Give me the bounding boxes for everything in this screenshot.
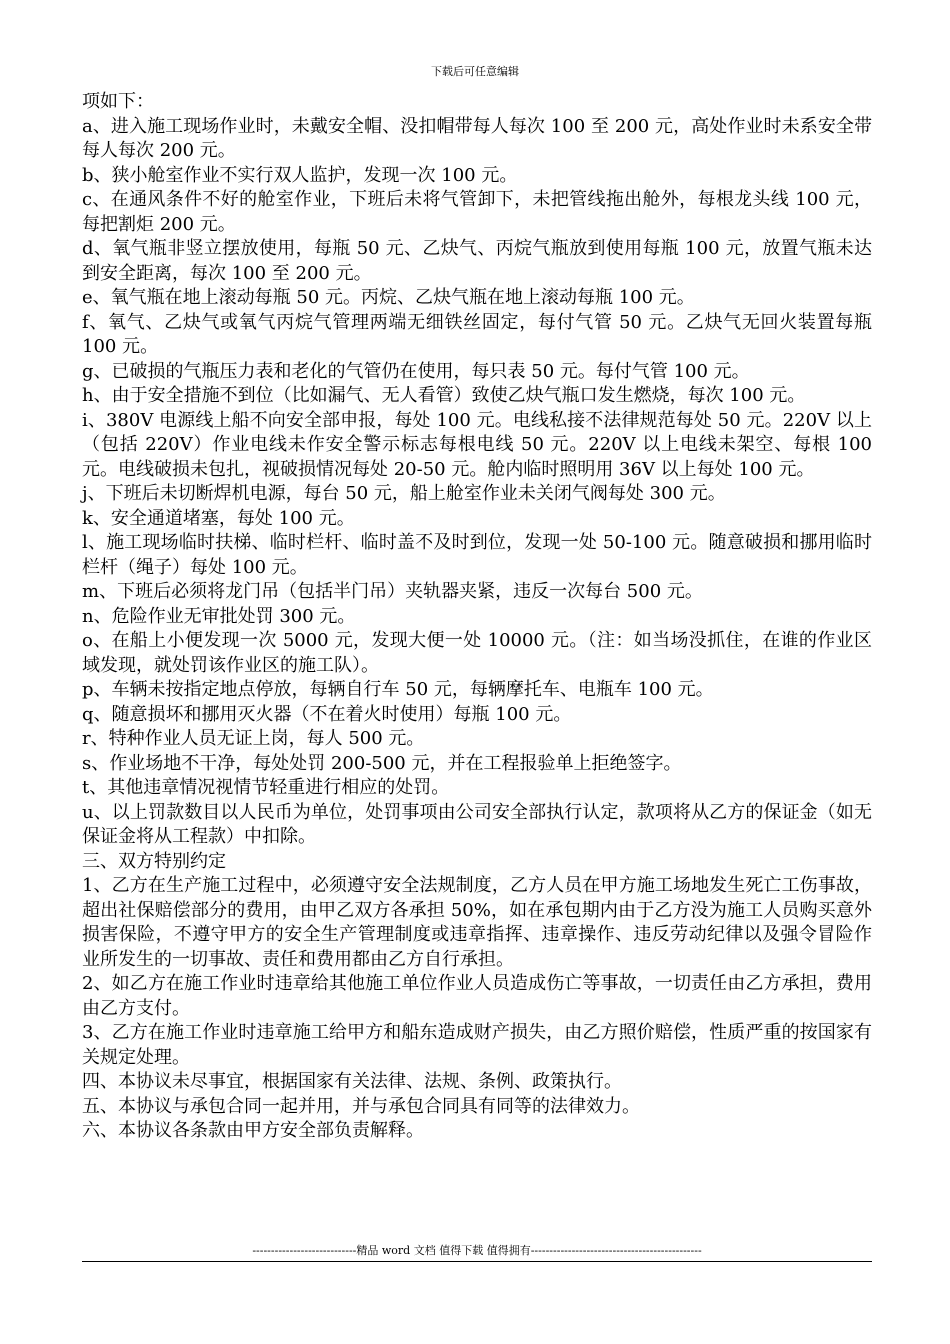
- paragraph: 六、本协议各条款由甲方安全部负责解释。: [82, 1120, 424, 1141]
- paragraph: l、施工现场临时扶梯、临时栏杆、临时盖不及时到位，发现一处 50-100 元。随意破损和挪用临时栏杆（绳子）每处 100 元。: [82, 532, 872, 578]
- paragraph: o、在船上小便发现一次 5000 元，发现大便一处 10000 元。（注：如当场没抓住，在谁的作业区域发现，就处罚该作业区的施工队）。: [82, 630, 872, 676]
- paragraph: 三、双方特别约定: [82, 850, 226, 872]
- paragraph: i、380V 电源线上船不向安全部申报，每处 100 元。电线私接不法律规范每处 50 元。220V 以上（包括 220V）作业电线未作安全警示标志每根电线 50 元。220V 以上电线未架空、每根 100 元。电线破损未包扎，视破损情况每处 20-50 元。舱内临时照明用 36V 以上每处 100 元。: [82, 409, 872, 480]
- paragraph: q、随意损坏和挪用灭火器（不在着火时使用）每瓶 100 元。: [82, 703, 572, 725]
- paragraph: h、由于安全措施不到位（比如漏气、无人看管）致使乙炔气瓶口发生燃烧，每次 100 元。: [82, 385, 806, 406]
- footer-divider: [82, 1261, 872, 1262]
- paragraph: p、车辆未按指定地点停放，每辆自行车 50 元，每辆摩托车、电瓶车 100 元。: [82, 679, 714, 700]
- paragraph: j、下班后未切断焊机电源，每台 50 元，船上舱室作业未关闭气阀每处 300 元。: [82, 483, 726, 504]
- paragraph: 五、本协议与承包合同一起并用，并与承包合同具有同等的法律效力。: [82, 1095, 640, 1117]
- paragraph: t、其他违章情况视情节轻重进行相应的处罚。: [82, 777, 450, 798]
- paragraph: 3、乙方在施工作业时违章施工给甲方和船东造成财产损失，由乙方照价赔偿，性质严重的按国家有关规定处理。: [82, 1022, 872, 1068]
- paragraph: n、危险作业无审批处罚 300 元。: [82, 605, 356, 627]
- paragraph: s、作业场地不干净，每处处罚 200-500 元，并在工程报验单上拒绝签字。: [82, 752, 682, 774]
- paragraph: m、下班后必须将龙门吊（包括半门吊）夹轨器夹紧，违反一次每台 500 元。: [82, 581, 703, 602]
- paragraph: g、已破损的气瓶压力表和老化的气管仍在使用，每只表 50 元。每付气管 100 元。: [82, 360, 750, 382]
- paragraph: k、安全通道堵塞，每处 100 元。: [82, 507, 355, 529]
- paragraph: 1、乙方在生产施工过程中，必须遵守安全法规制度，乙方人员在甲方施工场地发生死亡工伤事故，超出社保赔偿部分的费用，由甲乙双方各承担 50%，如在承包期内由于乙方没为施工人员购买意外损害保险，不遵守甲方的安全生产管理制度或违章指挥、违章操作、违反劳动纪律以及强令冒险作业所发生的一切事故、责任和费用都由乙方自行承担。: [82, 875, 872, 970]
- document-body: [82, 90, 872, 1144]
- paragraph: 项如下：: [82, 91, 154, 112]
- paragraph: a、进入施工现场作业时，未戴安全帽、没扣帽带每人每次 100 至 200 元，高处作业时未系安全带每人每次 200 元。: [82, 115, 872, 161]
- paragraph: d、氧气瓶非竖立摆放使用，每瓶 50 元、乙炔气、丙烷气瓶放到使用每瓶 100 元，放置气瓶未达到安全距离，每次 100 至 200 元。: [82, 238, 872, 284]
- page-header: 下载后可任意编辑: [431, 65, 519, 78]
- paragraph: e、氧气瓶在地上滚动每瓶 50 元。丙烷、乙炔气瓶在地上滚动每瓶 100 元。: [82, 287, 695, 308]
- paragraph: c、在通风条件不好的舱室作业，下班后未将气管卸下，未把管线拖出舱外，每根龙头线 100 元，每把割炬 200 元。: [82, 189, 872, 235]
- page-footer: ----------------------------精品 word 文档 值得下载 值得拥有----------------------------------------------: [252, 1244, 702, 1257]
- paragraph: 2、如乙方在施工作业时违章给其他施工单位作业人员造成伤亡等事故，一切责任由乙方承担，费用由乙方支付。: [82, 973, 872, 1019]
- paragraph: b、狭小舱室作业不实行双人监护，发现一次 100 元。: [82, 164, 518, 186]
- paragraph: 四、本协议未尽事宜，根据国家有关法律、法规、条例、政策执行。: [82, 1071, 622, 1092]
- paragraph: f、氧气、乙炔气或氧气丙烷气管理两端无细铁丝固定，每付气管 50 元。乙炔气无回火装置每瓶 100 元。: [82, 311, 872, 357]
- paragraph: r、特种作业人员无证上岗，每人 500 元。: [82, 728, 425, 749]
- paragraph: u、以上罚款数目以人民币为单位，处罚事项由公司安全部执行认定，款项将从乙方的保证金（如无保证金将从工程款）中扣除。: [82, 801, 872, 847]
